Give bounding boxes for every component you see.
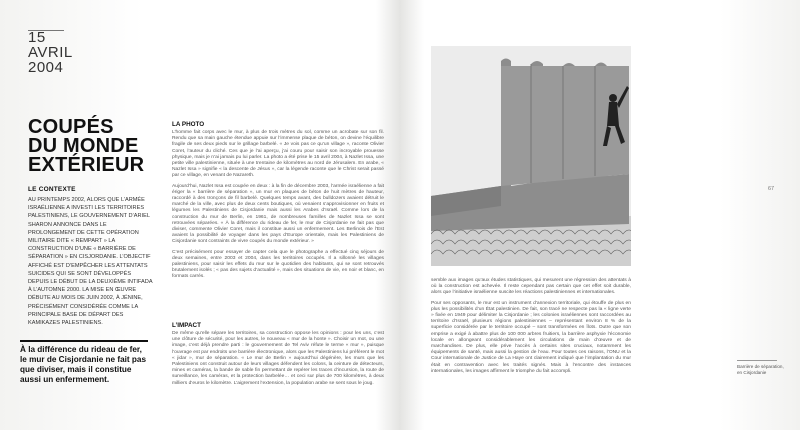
paragraph: L’homme fait corps avec le mur, à plus de trois mètres du sol, comme un acrobate sur son fil. Rendu que sa main gauche étendue appuie sur l’immense plaque de béton, on devine l’équilibre fragile de ses deux pieds sur le grillage barbelé. « Je vois pas ce qu’un village », raconte Olivier Coret, l’auteur du cliché. Ces que je l’ai aperçu, j’ai couru pour saisir son incroyable prouesse physique, mais je n’ai jamais pu lui parler. La photo a été prise le 15 avril 2004, à Nazlet Issa, une petite ville palestinienne, située à une trentaine de kilomètres au nord de Jérusalem. En arabe, « Nazlet Issa » signifie « la descente de Jésus », car la légende raconte que le Christ serait passé par ce village, en venant de Nazareth. bbox=[172, 130, 384, 179]
impact-section-body bbox=[172, 331, 384, 391]
title-line: DU MONDE bbox=[28, 135, 139, 157]
photo-section-body bbox=[172, 130, 384, 285]
paragraph: semble aux images qu’aux études statistiques, qui mesurent une régression des attentats à où la construction est achevée. Il reste cependant pas certain que cet effet soit durable, alors que l’initiative israélienne suscite les réactions palestiniennes et internationales. bbox=[431, 278, 631, 296]
wall-photo bbox=[431, 46, 631, 266]
title-line: COUPÉS bbox=[28, 116, 114, 138]
paragraph: Pour ses opposants, le mur est un instrument d’annexion territoriale, qui étouffe de plus en plus les possibilités d’un État palestinien. De fait, son tracé ne respecte pas la « ligne verte » fixée en 1949 pour délimiter la Cisjordanie ; les colonies israéliennes sont raccordées au territoire d’Israël, plusieurs régions palestiniennes – représentant environ 8 % de la superficie considérée par le territoire occupé – sont transformées en îlots. Outre que son emprise a exigé à abattre plus de 100 000 arbres fruitiers, la barrière asphyxie l’économie locale en allongeant considérablement les circulations de main d’œuvre et de marchandises. De plus, elle prive l’accès à certains sites cruciaux, notamment les équipements de santé, mais aussi la gestion de l’eau. Pour toutes ces raisons, l’ONU et la Cour internationale de Justice de La Haye ont clairement indiqué que l’implantation du mur était en contravention avec les traités signés. Mais à l’encontre des instances internationales, les images affirment le triomphe du fait accompli. bbox=[431, 300, 631, 374]
title-line: EXTÉRIEUR bbox=[28, 154, 145, 176]
paragraph: Aujourd’hui, Nazlet Issa est coupée en deux : à la fin de décembre 2003, l’armée israélienne a fait ériger la « barrière de séparation », un mur en plaques de béton de huit mètres de hauteur, raccordé à des tronçons de fil barbelé. Quelques temps avant, des bulldozers avaient détruit le marché de la ville, avec plus de deux cents boutiques, où venaient s’approvisionner en fruits et légumes les Palestiniens de Cisjordanie mais aussi les Arabes d’Israël. Comme lors de la construction du mur de Berlin, en 1961, de nombreuses familles de Nazlet Issa se sont retrouvées séparées. « À la différence du rideau de fer, le mur de Cisjordanie ne fait pas que diviser, commente Olivier Coret, mais il constitue aussi un enfermement. Les Berlinois de l’Est avaient la possibilité de voyager dans les pays d’Europe orientale, mais les Palestiniens de Cisjordanie sont contraints de vivre coupés du monde extérieur. » bbox=[172, 183, 384, 245]
right-column-body bbox=[431, 278, 631, 379]
page-number: 67 bbox=[768, 186, 775, 192]
paragraph: De même qu’elle sépare les territoires, sa construction oppose les opinions : pour les uns, c’est une clôture de sécurité, pour les autres, le nouveau « mur de la honte ». Choisir un mot, ou une image, c’est déjà prendre parti : le gouvernement de Tel Aviv réfute le terme « mur », puisque l’ouvrage est par endroits une barrière électronique, alors que les Palestiniens lui préfèrent le mot « jidar », mur de séparation. « Le mur de Berlin » aujourd’hui dégénère, les murs que les Palestiniens ont construit autour de leurs villages défendent les colons, la ceinture de détecteurs, mines et caméras, la bande de sable fin permettant de repérer les traces d’incursion, la route de surveillance, les caméras, et la protection barbelée… et ceci sur plus de 700 kilomètres, à deux milliers d’euros le kilomètre. L’aigrement l’extension, la population arabe se sent sous le joug. bbox=[172, 331, 384, 386]
photo-caption: Barrière de séparation, en Cisjordanie bbox=[737, 364, 784, 375]
date-year: 2004 bbox=[28, 59, 64, 76]
date-stamp bbox=[28, 30, 73, 75]
date-month: AVRIL bbox=[28, 44, 73, 61]
date-day: 15 bbox=[28, 29, 46, 46]
paragraph: C’est précisément pour essayer de capter cela que le photographe a effectué cinq séjours de deux semaines, entre 2003 et 2004, dans les territoires occupés. Il a sillonné les villages palestiniens, pour saisir les effets du mur sur le quotidien des habitants, qui se sont retrouvés brutalement isolés ; « pas des sujets d’actualité », mais des situations de vie, en noir et blanc, en formats carrés. bbox=[172, 249, 384, 280]
article-title bbox=[28, 118, 158, 175]
photo-section-heading: LA PHOTO bbox=[172, 121, 205, 128]
context-heading: LE CONTEXTE bbox=[28, 186, 76, 193]
impact-section-heading: L’IMPACT bbox=[172, 322, 201, 329]
quote-rule bbox=[20, 340, 148, 342]
wall-photo-illustration bbox=[431, 46, 631, 266]
pull-quote: À la différence du rideau de fer, le mur de Cisjordanie ne fait pas que diviser, mais il constitue aussi un enfermement. bbox=[20, 345, 147, 384]
caption-rule bbox=[737, 360, 777, 361]
context-body: AU PRINTEMPS 2002, ALORS QUE L’ARMÉE ISRAÉLIENNE A INVESTI LES TERRITOIRES PALESTINIENS, LE GOUVERNEMENT D’ARIEL SHARON ANNONCE DANS LE PROLONGEMENT DE CETTE OPÉRATION MILITAIRE DITE « REMPART » LA CONSTRUCTION D’UNE « BARRIÈRE DE SÉPARATION » EN CISJORDANIE. L’OBJECTIF AFFICHÉ EST D’EMPÊCHER LES ATTENTATS SUICIDES QUI SE SONT DÉVELOPPÉS DEPUIS LE DÉBUT DE LA DEUXIÈME INTIFADA À L’AUTOMNE 2000. LA MISE EN ŒUVRE DÉBUTE AU MOIS DE JUIN 2002, À JÉNINE, PRÉCISÉMENT CONSIDÉRÉE COMME LA PRINCIPALE BASE DE DÉPART DES KAMIKAZES PALESTINIENS. bbox=[28, 197, 153, 327]
